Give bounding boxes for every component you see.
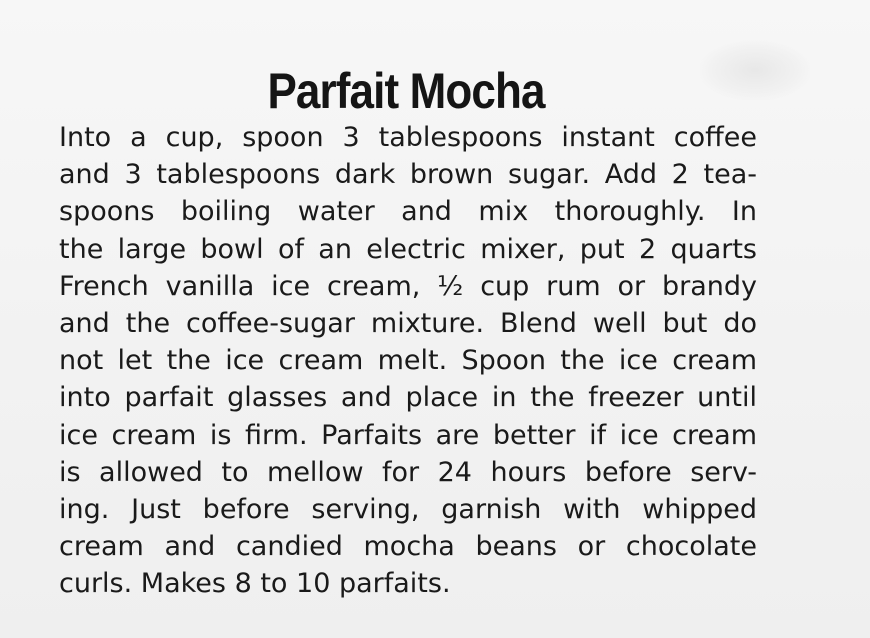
instruction-line: not let the ice cream melt. Spoon the ice cream bbox=[59, 345, 757, 377]
instruction-line: French vanilla ice cream, ½ cup rum or brandy bbox=[59, 270, 757, 302]
instruction-line: and the coffee-sugar mixture. Blend well but do bbox=[59, 308, 757, 340]
instruction-line: curls. Makes 8 to 10 parfaits. bbox=[59, 568, 451, 600]
instruction-line: Into a cup, spoon 3 tablespoons instant coffee bbox=[59, 122, 757, 153]
instruction-line: ing. Just before serving, garnish with whipped bbox=[59, 494, 757, 526]
instruction-line: the large bowl of an electric mixer, put 2 quarts bbox=[59, 233, 757, 265]
instruction-line: into parfait glasses and place in the freezer until bbox=[59, 382, 757, 414]
instruction-line: is allowed to mellow for 24 hours before serv- bbox=[59, 456, 757, 488]
instruction-line: spoons boiling water and mix thoroughly. In bbox=[59, 196, 757, 228]
instruction-line: and 3 tablespoons dark brown sugar. Add 2 tea- bbox=[59, 159, 757, 191]
recipe-title: Parfait Mocha bbox=[267, 62, 545, 119]
instruction-line: cream and candied mocha beans or chocolate bbox=[59, 531, 757, 563]
recipe-instructions bbox=[59, 119, 757, 603]
instruction-line: ice cream is firm. Parfaits are better if ice cream bbox=[59, 419, 757, 451]
